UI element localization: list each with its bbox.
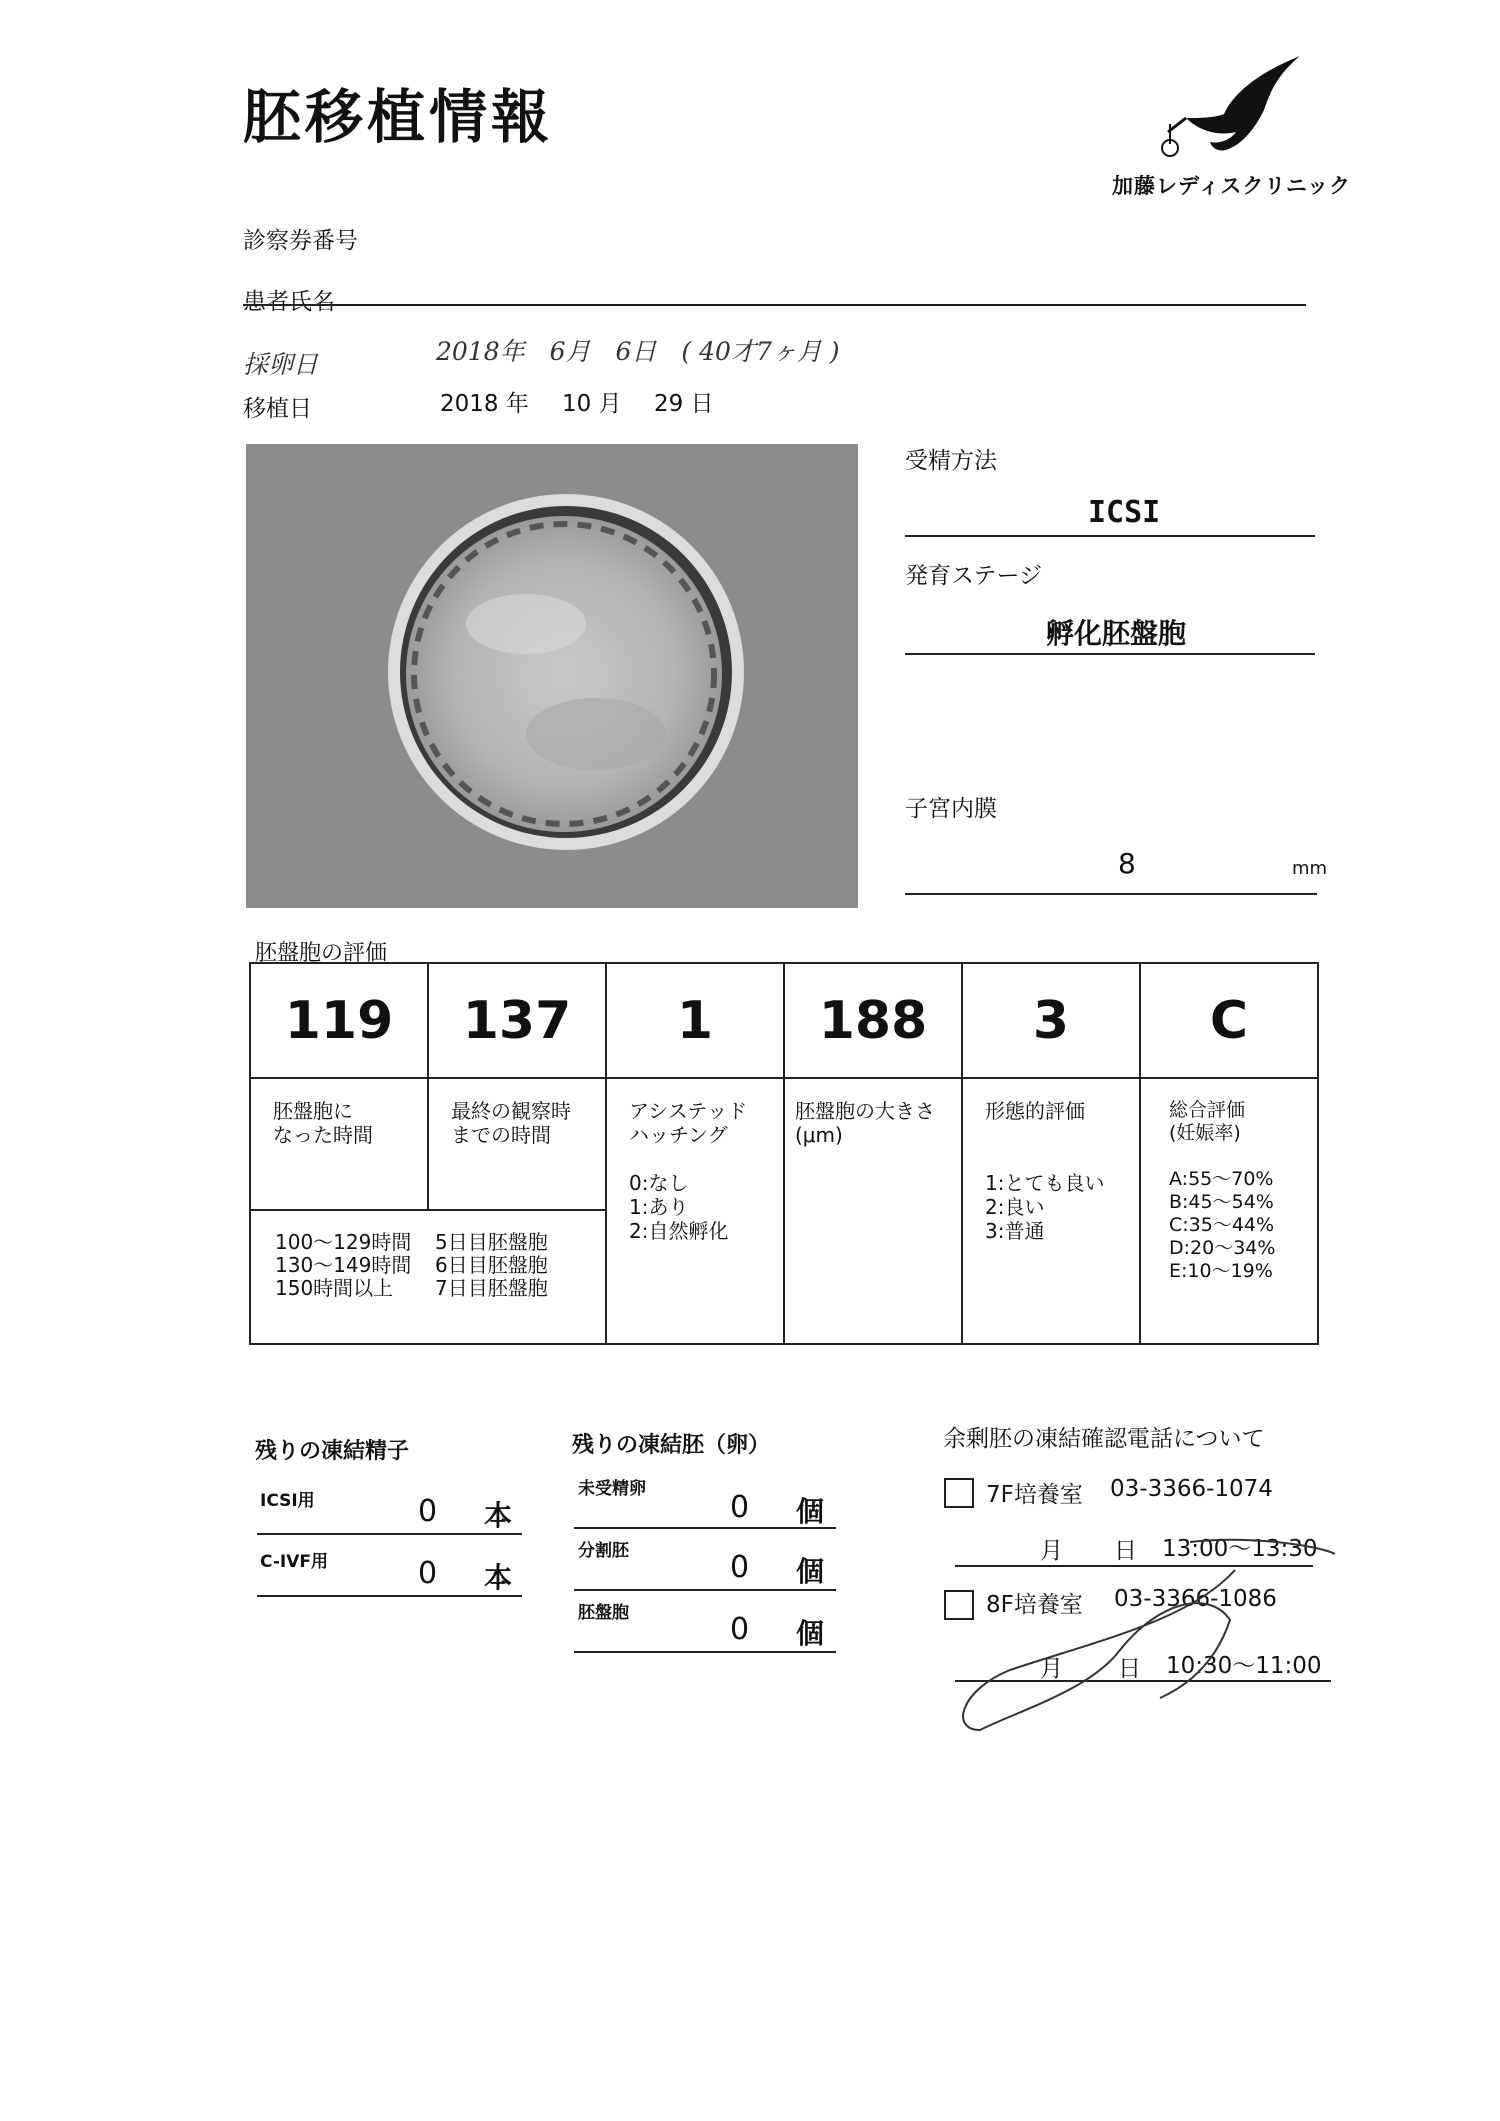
time-range-1: 100〜129時間	[275, 1230, 412, 1254]
sperm-icsi-line	[257, 1533, 522, 1535]
room-8f-month: 月	[1040, 1656, 1063, 1682]
room-7f-name: 7F培養室	[986, 1482, 1083, 1508]
embryo-blastocyst-unit: 個	[796, 1617, 825, 1650]
transfer-day: 29 日	[654, 391, 714, 417]
room-8f-day: 日	[1118, 1656, 1141, 1682]
stage-line	[905, 653, 1315, 655]
development-stage-value: 孵化胚盤胞	[1046, 617, 1187, 650]
fertilization-method-value: ICSI	[1088, 495, 1161, 530]
embryo-cleavage-line	[574, 1589, 836, 1591]
embryo-cleavage-count: 0	[730, 1550, 750, 1585]
transfer-month: 10 月	[562, 391, 622, 417]
room-8f-name: 8F培養室	[986, 1592, 1083, 1618]
value-blastocyst-time: 119	[250, 963, 428, 1078]
value-morphology: 3	[962, 963, 1140, 1078]
day-label-2: 6日目胚盤胞	[435, 1253, 548, 1277]
day-label-3: 7日目胚盤胞	[435, 1276, 548, 1300]
embryo-photo	[246, 444, 858, 908]
sperm-icsi-unit: 本	[484, 1499, 513, 1532]
evaluation-table	[249, 962, 1319, 1345]
card-number-label: 診察券番号	[243, 228, 358, 254]
document-title: 胚移植情報	[243, 83, 554, 151]
method-line	[905, 535, 1315, 537]
time-day-legend	[250, 1210, 606, 1344]
embryo-unfertilized-unit: 個	[796, 1495, 825, 1528]
evaluation-title: 胚盤胞の評価	[255, 941, 388, 966]
endometrium-unit: mm	[1292, 858, 1328, 879]
embryo-unfertilized-label: 未受精卵	[578, 1479, 646, 1499]
room-7f-month: 月	[1040, 1538, 1063, 1564]
retrieval-date-label: 採卵日	[243, 350, 319, 379]
value-overall-grade: C	[1140, 963, 1318, 1078]
embryo-cleavage-unit: 個	[796, 1555, 825, 1588]
transfer-year: 2018 年	[440, 391, 529, 417]
desc-blastocyst-size: 胚盤胞の大きさ (μm)	[784, 1078, 962, 1344]
embryo-blastocyst-label: 胚盤胞	[578, 1603, 629, 1623]
endometrium-label: 子宮内膜	[905, 796, 997, 822]
sperm-icsi-label: ICSI用	[260, 1491, 315, 1511]
sperm-civf-count: 0	[418, 1556, 438, 1591]
embryo-blastocyst-line	[574, 1651, 836, 1653]
endometrium-value: 8	[1118, 847, 1136, 880]
patient-name-line	[243, 304, 1306, 306]
sperm-civf-unit: 本	[484, 1561, 513, 1594]
time-range-2: 130〜149時間	[275, 1253, 412, 1277]
frozen-sperm-title: 残りの凍結精子	[255, 1439, 410, 1464]
embryo-unfertilized-count: 0	[730, 1490, 750, 1525]
fertilization-method-label: 受精方法	[905, 448, 997, 474]
value-blastocyst-size: 188	[784, 963, 962, 1078]
evaluation-values-row	[250, 963, 1318, 1078]
stork-logo-icon	[1160, 52, 1310, 162]
desc-assisted-hatching: アシステッド ハッチング 0:なし 1:あり 2:自然孵化	[606, 1078, 784, 1344]
value-assisted-hatching: 1	[606, 963, 784, 1078]
desc-morphology: 形態的評価 1:とても良い 2:良い 3:普通	[962, 1078, 1140, 1344]
sperm-icsi-count: 0	[418, 1494, 438, 1529]
desc-blastocyst-time: 胚盤胞に なった時間	[250, 1078, 428, 1210]
desc-final-observation-time: 最終の観察時 までの時間	[428, 1078, 606, 1210]
sperm-civf-line	[257, 1595, 522, 1597]
sperm-civf-label: C-IVF用	[260, 1552, 329, 1572]
handwritten-check-mark-icon	[950, 1530, 1350, 1740]
transfer-date-label: 移植日	[243, 396, 312, 422]
time-range-3: 150時間以上	[275, 1276, 394, 1300]
patient-name-label: 患者氏名	[243, 289, 335, 315]
embryo-cleavage-label: 分割胚	[578, 1541, 629, 1561]
room-7f-time: 13:00〜13:30	[1162, 1536, 1318, 1562]
retrieval-date-value: 2018年 6月 6日 ( 40才7ヶ月 )	[436, 337, 840, 366]
day-label-1: 5日目胚盤胞	[435, 1230, 548, 1254]
endometrium-line	[905, 893, 1317, 895]
room-8f-time: 10:30〜11:00	[1166, 1653, 1322, 1679]
value-final-observation-time: 137	[428, 963, 606, 1078]
room-7f-checkbox[interactable]	[944, 1478, 974, 1508]
evaluation-desc-row	[250, 1078, 1318, 1210]
room-7f-day: 日	[1114, 1538, 1137, 1564]
frozen-embryo-title: 残りの凍結胚（卵）	[572, 1433, 771, 1458]
desc-overall-grade: 総合評価 (妊娠率) A:55〜70% B:45〜54% C:35〜44% D:20〜34% E:10〜19%	[1140, 1078, 1318, 1344]
confirmation-title: 余剰胚の凍結確認電話について	[943, 1426, 1265, 1452]
room-8f-phone: 03-3366-1086	[1114, 1586, 1277, 1612]
embryo-blastocyst-count: 0	[730, 1612, 750, 1647]
embryo-unfertilized-line	[574, 1527, 836, 1529]
clinic-name: 加藤レディスクリニック	[1112, 174, 1352, 198]
room-7f-phone: 03-3366-1074	[1110, 1476, 1273, 1502]
development-stage-label: 発育ステージ	[905, 563, 1043, 589]
